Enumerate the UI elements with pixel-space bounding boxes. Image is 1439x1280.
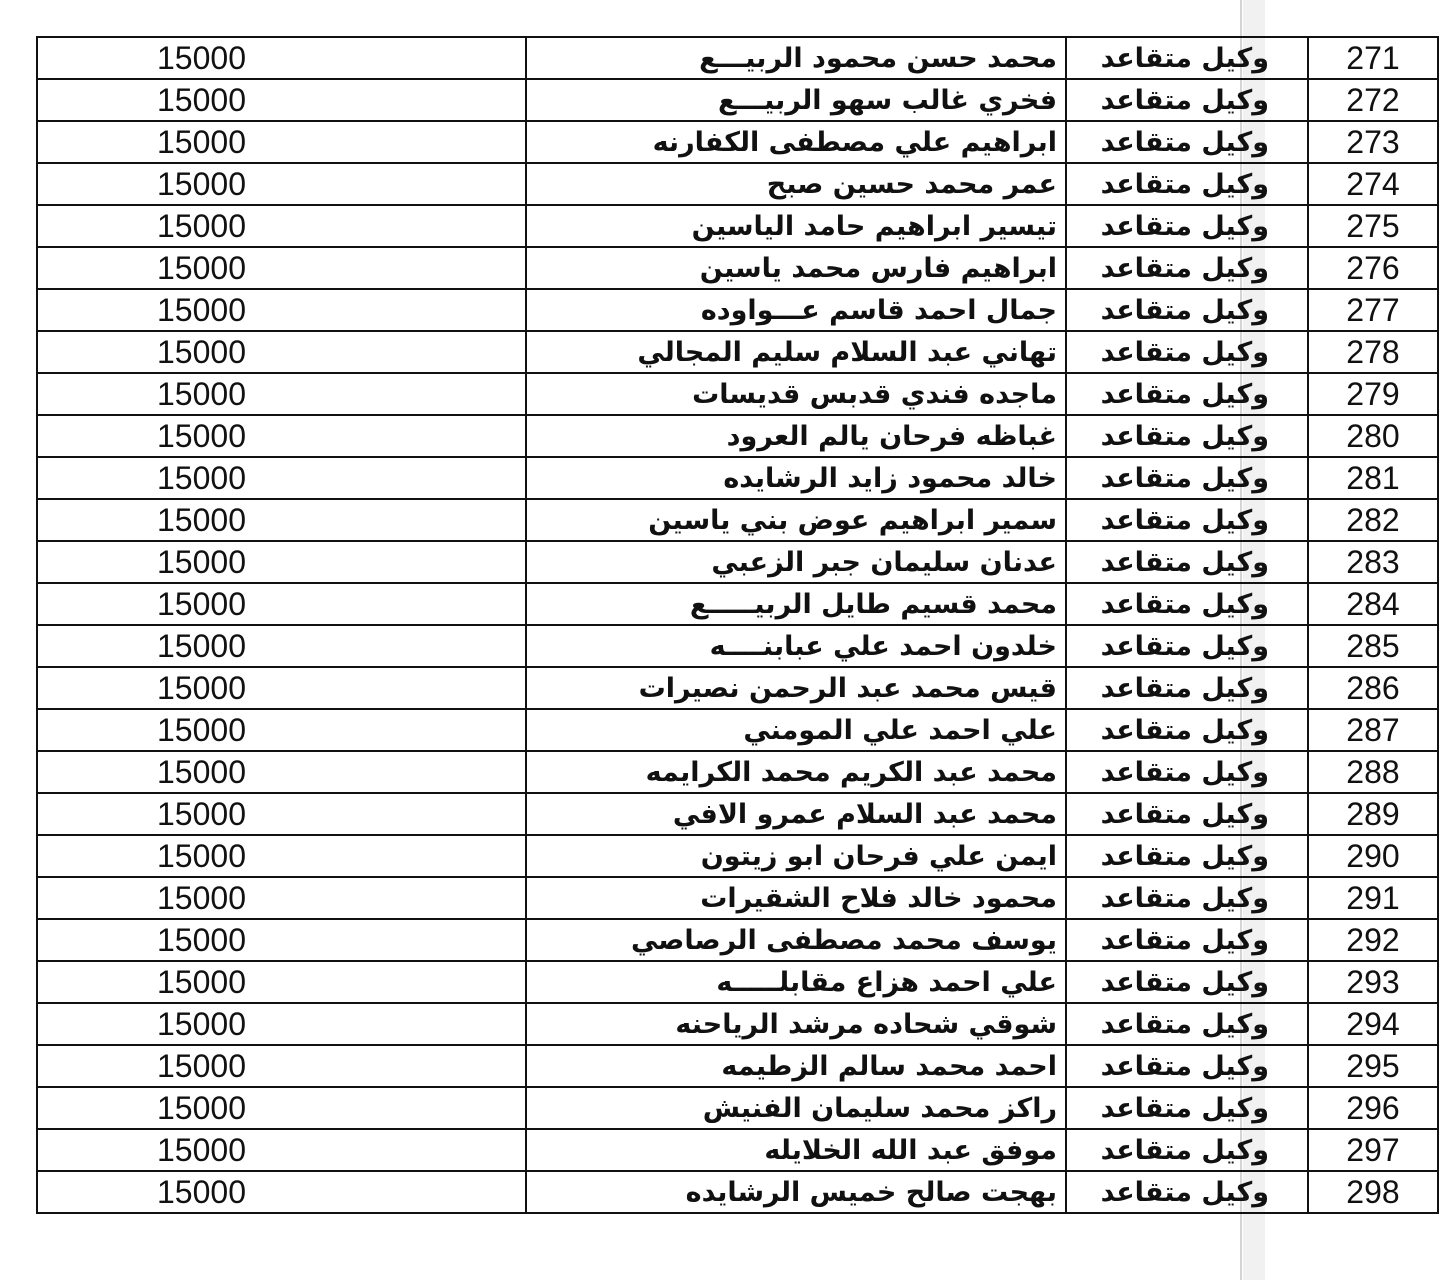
amount-cell: 15000	[37, 667, 526, 709]
amount-cell: 15000	[37, 919, 526, 961]
table-row	[37, 1045, 1438, 1087]
role-cell: وكيل متقاعد	[1066, 1129, 1308, 1171]
name-cell: ابراهيم علي مصطفى الكفارنه	[526, 121, 1066, 163]
amount-cell: 15000	[37, 541, 526, 583]
number-cell: 272	[1308, 79, 1438, 121]
number-cell: 273	[1308, 121, 1438, 163]
name-cell: خلدون احمد علي عبابنــــه	[526, 625, 1066, 667]
table-row	[37, 1087, 1438, 1129]
role-cell: وكيل متقاعد	[1066, 499, 1308, 541]
name-cell: محمد حسن محمود الربيـــع	[526, 37, 1066, 79]
table-row	[37, 751, 1438, 793]
role-cell: وكيل متقاعد	[1066, 919, 1308, 961]
table-row	[37, 793, 1438, 835]
role-cell: وكيل متقاعد	[1066, 961, 1308, 1003]
amount-cell: 15000	[37, 373, 526, 415]
table-row	[37, 37, 1438, 79]
amount-cell: 15000	[37, 163, 526, 205]
role-cell: وكيل متقاعد	[1066, 709, 1308, 751]
role-cell: وكيل متقاعد	[1066, 835, 1308, 877]
amount-cell: 15000	[37, 499, 526, 541]
name-cell: غباظه فرحان يالم العرود	[526, 415, 1066, 457]
name-cell: ايمن علي فرحان ابو زيتون	[526, 835, 1066, 877]
role-cell: وكيل متقاعد	[1066, 163, 1308, 205]
table-row	[37, 541, 1438, 583]
table-row	[37, 79, 1438, 121]
role-cell: وكيل متقاعد	[1066, 541, 1308, 583]
amount-cell: 15000	[37, 121, 526, 163]
name-cell: بهجت صالح خميس الرشايده	[526, 1171, 1066, 1213]
role-cell: وكيل متقاعد	[1066, 121, 1308, 163]
role-cell: وكيل متقاعد	[1066, 751, 1308, 793]
amount-cell: 15000	[37, 835, 526, 877]
name-cell: شوقي شحاده مرشد الرياحنه	[526, 1003, 1066, 1045]
number-cell: 271	[1308, 37, 1438, 79]
amount-cell: 15000	[37, 289, 526, 331]
number-cell: 289	[1308, 793, 1438, 835]
amount-cell: 15000	[37, 415, 526, 457]
name-cell: قيس محمد عبد الرحمن نصيرات	[526, 667, 1066, 709]
amount-cell: 15000	[37, 625, 526, 667]
role-cell: وكيل متقاعد	[1066, 583, 1308, 625]
amount-cell: 15000	[37, 1003, 526, 1045]
role-cell: وكيل متقاعد	[1066, 667, 1308, 709]
number-cell: 283	[1308, 541, 1438, 583]
name-cell: احمد محمد سالم الزطيمه	[526, 1045, 1066, 1087]
table-row	[37, 1003, 1438, 1045]
role-cell: وكيل متقاعد	[1066, 625, 1308, 667]
role-cell: وكيل متقاعد	[1066, 37, 1308, 79]
name-cell: تيسير ابراهيم حامد الياسين	[526, 205, 1066, 247]
table-row	[37, 331, 1438, 373]
number-cell: 297	[1308, 1129, 1438, 1171]
table-row	[37, 163, 1438, 205]
table-row	[37, 205, 1438, 247]
retirees-table	[36, 36, 1439, 1214]
amount-cell: 15000	[37, 1045, 526, 1087]
number-cell: 285	[1308, 625, 1438, 667]
role-cell: وكيل متقاعد	[1066, 793, 1308, 835]
role-cell: وكيل متقاعد	[1066, 415, 1308, 457]
amount-cell: 15000	[37, 457, 526, 499]
number-cell: 292	[1308, 919, 1438, 961]
number-cell: 278	[1308, 331, 1438, 373]
name-cell: محمد عبد السلام عمرو الافي	[526, 793, 1066, 835]
amount-cell: 15000	[37, 331, 526, 373]
table-row	[37, 625, 1438, 667]
amount-cell: 15000	[37, 751, 526, 793]
amount-cell: 15000	[37, 205, 526, 247]
table-row	[37, 415, 1438, 457]
number-cell: 281	[1308, 457, 1438, 499]
number-cell: 288	[1308, 751, 1438, 793]
name-cell: موفق عبد الله الخلايله	[526, 1129, 1066, 1171]
number-cell: 280	[1308, 415, 1438, 457]
name-cell: ماجده فندي قدبس قديسات	[526, 373, 1066, 415]
number-cell: 286	[1308, 667, 1438, 709]
table-row	[37, 499, 1438, 541]
table-row	[37, 457, 1438, 499]
number-cell: 291	[1308, 877, 1438, 919]
number-cell: 295	[1308, 1045, 1438, 1087]
number-cell: 296	[1308, 1087, 1438, 1129]
role-cell: وكيل متقاعد	[1066, 1171, 1308, 1213]
role-cell: وكيل متقاعد	[1066, 79, 1308, 121]
role-cell: وكيل متقاعد	[1066, 205, 1308, 247]
amount-cell: 15000	[37, 961, 526, 1003]
table-row	[37, 121, 1438, 163]
name-cell: يوسف محمد مصطفى الرصاصي	[526, 919, 1066, 961]
number-cell: 277	[1308, 289, 1438, 331]
table-row	[37, 373, 1438, 415]
name-cell: خالد محمود زايد الرشايده	[526, 457, 1066, 499]
table-row	[37, 1171, 1438, 1213]
amount-cell: 15000	[37, 709, 526, 751]
name-cell: تهاني عبد السلام سليم المجالي	[526, 331, 1066, 373]
name-cell: فخري غالب سهو الربيـــع	[526, 79, 1066, 121]
number-cell: 274	[1308, 163, 1438, 205]
amount-cell: 15000	[37, 1171, 526, 1213]
amount-cell: 15000	[37, 793, 526, 835]
name-cell: علي احمد هزاع مقابلـــــه	[526, 961, 1066, 1003]
number-cell: 294	[1308, 1003, 1438, 1045]
table-row	[37, 1129, 1438, 1171]
amount-cell: 15000	[37, 79, 526, 121]
amount-cell: 15000	[37, 583, 526, 625]
table-row	[37, 583, 1438, 625]
role-cell: وكيل متقاعد	[1066, 1003, 1308, 1045]
table-row	[37, 835, 1438, 877]
name-cell: راكز محمد سليمان الفنيش	[526, 1087, 1066, 1129]
name-cell: جمال احمد قاسم عـــواوده	[526, 289, 1066, 331]
role-cell: وكيل متقاعد	[1066, 457, 1308, 499]
number-cell: 293	[1308, 961, 1438, 1003]
number-cell: 290	[1308, 835, 1438, 877]
number-cell: 282	[1308, 499, 1438, 541]
table-row	[37, 877, 1438, 919]
name-cell: سمير ابراهيم عوض بني ياسين	[526, 499, 1066, 541]
table-row	[37, 961, 1438, 1003]
number-cell: 275	[1308, 205, 1438, 247]
table-row	[37, 667, 1438, 709]
table-row	[37, 919, 1438, 961]
number-cell: 287	[1308, 709, 1438, 751]
name-cell: محمد عبد الكريم محمد الكرايمه	[526, 751, 1066, 793]
role-cell: وكيل متقاعد	[1066, 1045, 1308, 1087]
amount-cell: 15000	[37, 1129, 526, 1171]
table-row	[37, 709, 1438, 751]
number-cell: 298	[1308, 1171, 1438, 1213]
name-cell: علي احمد علي المومني	[526, 709, 1066, 751]
number-cell: 284	[1308, 583, 1438, 625]
table-row	[37, 289, 1438, 331]
amount-cell: 15000	[37, 877, 526, 919]
name-cell: ابراهيم فارس محمد ياسين	[526, 247, 1066, 289]
role-cell: وكيل متقاعد	[1066, 331, 1308, 373]
name-cell: محمود خالد فلاح الشقيرات	[526, 877, 1066, 919]
name-cell: عمر محمد حسين صبح	[526, 163, 1066, 205]
amount-cell: 15000	[37, 1087, 526, 1129]
number-cell: 276	[1308, 247, 1438, 289]
number-cell: 279	[1308, 373, 1438, 415]
table-body	[37, 37, 1438, 1213]
role-cell: وكيل متقاعد	[1066, 877, 1308, 919]
name-cell: عدنان سليمان جبر الزعبي	[526, 541, 1066, 583]
role-cell: وكيل متقاعد	[1066, 373, 1308, 415]
name-cell: محمد قسيم طايل الربيـــــع	[526, 583, 1066, 625]
role-cell: وكيل متقاعد	[1066, 1087, 1308, 1129]
amount-cell: 15000	[37, 247, 526, 289]
table-row	[37, 247, 1438, 289]
amount-cell: 15000	[37, 37, 526, 79]
role-cell: وكيل متقاعد	[1066, 289, 1308, 331]
role-cell: وكيل متقاعد	[1066, 247, 1308, 289]
